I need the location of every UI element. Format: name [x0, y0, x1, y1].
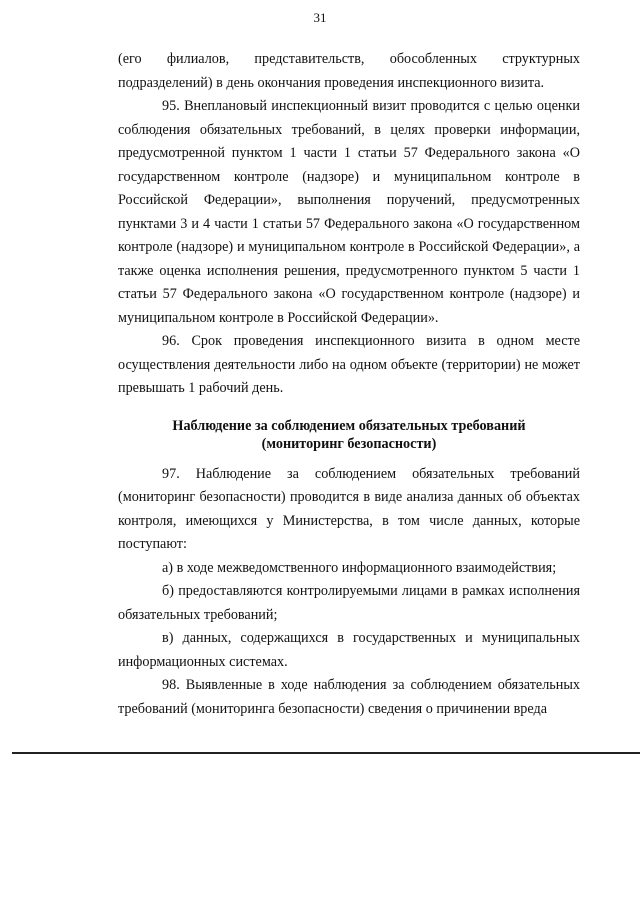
paragraph-98: 98. Выявленные в ходе наблюдения за соблюдением обязательных требований (мониторинга безопасности) сведения о причинении вреда — [118, 677, 580, 717]
paragraph-96: 96. Срок проведения инспекционного визита в одном месте осуществления деятельности либо на одном объекте (территории) не может превышать 1 рабочий день. — [118, 333, 580, 396]
page-bottom-rule — [12, 752, 640, 754]
paragraph-97-c: в) данных, содержащихся в государственных и муниципальных информационных системах. — [118, 630, 580, 670]
paragraph-97: 97. Наблюдение за соблюдением обязательных требований (мониторинг безопасности) проводится в виде анализа данных об объектах контроля, имеющихся у Министерства, в том числе данных, которые поступают: — [118, 465, 580, 552]
section-heading-line-2: (мониторинг безопасности) — [261, 435, 437, 452]
page-number: 31 — [313, 10, 327, 25]
section-heading — [118, 417, 580, 453]
paragraph-continuation: (его филиалов, представительств, обособленных структурных подразделений) в день окончания проведения инспекционного визита. — [118, 51, 580, 91]
document-body — [118, 48, 580, 721]
paragraph-97-a: а) в ходе межведомственного информационного взаимодействия; — [162, 559, 557, 576]
section-heading-line-1: Наблюдение за соблюдением обязательных требований — [172, 417, 526, 434]
paragraph-95: 95. Внеплановый инспекционный визит проводится с целью оценки соблюдения обязательных требований, в целях проверки информации, предусмотренной пунктом 1 части 1 статьи 57 Федерального закона «О государственном контроле (надзоре) и муниципальном контроле в Российской Федерации», выполнения поручений, предусмотренных пунктами 3 и 4 части 1 статьи 57 Федерального закона «О государственном контроле (надзоре) и муниципальном контроле в Российской Федерации», а также оценка исполнения решения, предусмотренного пунктом 5 части 1 статьи 57 Федерального закона «О государственном контроле (надзоре) и муниципальном контроле в Российской Федерации». — [118, 98, 580, 326]
paragraph-97-b: б) предоставляются контролируемыми лицами в рамках исполнения обязательных требований; — [118, 583, 580, 623]
